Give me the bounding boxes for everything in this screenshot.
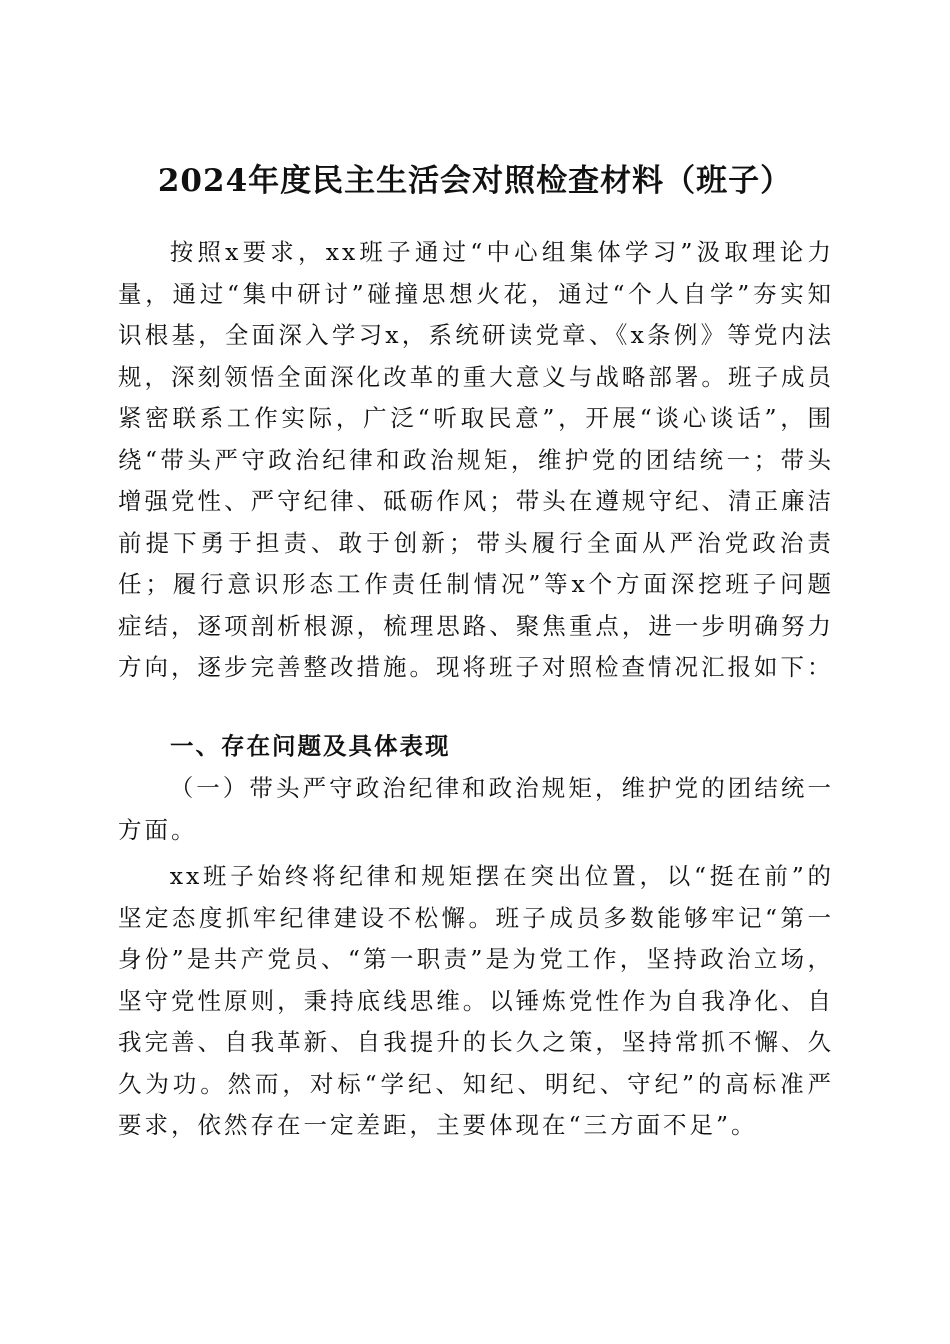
document-title: 2024年度民主生活会对照检查材料（班子） xyxy=(157,162,793,199)
intro-paragraph: 按照x要求，xx班子通过“中心组集体学习”汲取理论力量，通过“集中研讨”碰撞思想火花，通过“个人自学”夯实知识根基，全面深入学习x，系统研读党章、《x条例》等党内法规，深刻领悟全面深化改革的重大意义与战略部署。班子成员紧密联系工作实际，广泛“听取民意”，开展“谈心谈话”，围绕“带头严守政治纪律和政治规矩，维护党的团结统一；带头增强党性、严守纪律、砥砺作风；带头在遵规守纪、清正廉洁前提下勇于担责、敢于创新；带头履行全面从严治党政治责任；履行意识形态工作责任制情况”等x个方面深挖班子问题症结，逐项剖析根源，梳理思路、聚焦重点，进一步明确努力方向，逐步完善整改措施。现将班子对照检查情况汇报如下： xyxy=(118,238,834,681)
subsection-body-paragraph: xx班子始终将纪律和规矩摆在突出位置，以“挺在前”的坚定态度抓牢纪律建设不松懈。班子成员多数能够牢记“第一身份”是共产党员、“第一职责”是为党工作，坚持政治立场，坚守党性原则，秉持底线思维。以锤炼党性作为自我净化、自我完善、自我革新、自我提升的长久之策，坚持常抓不懈、久久为功。然而，对标“学纪、知纪、明纪、守纪”的高标准严要求，依然存在一定差距，主要体现在“三方面不足”。 xyxy=(118,862,834,1139)
subsection-heading: （一）带头严守政治纪律和政治规矩，维护党的团结统一方面。 xyxy=(118,774,834,844)
section-heading: 一、存在问题及具体表现 xyxy=(170,732,451,760)
